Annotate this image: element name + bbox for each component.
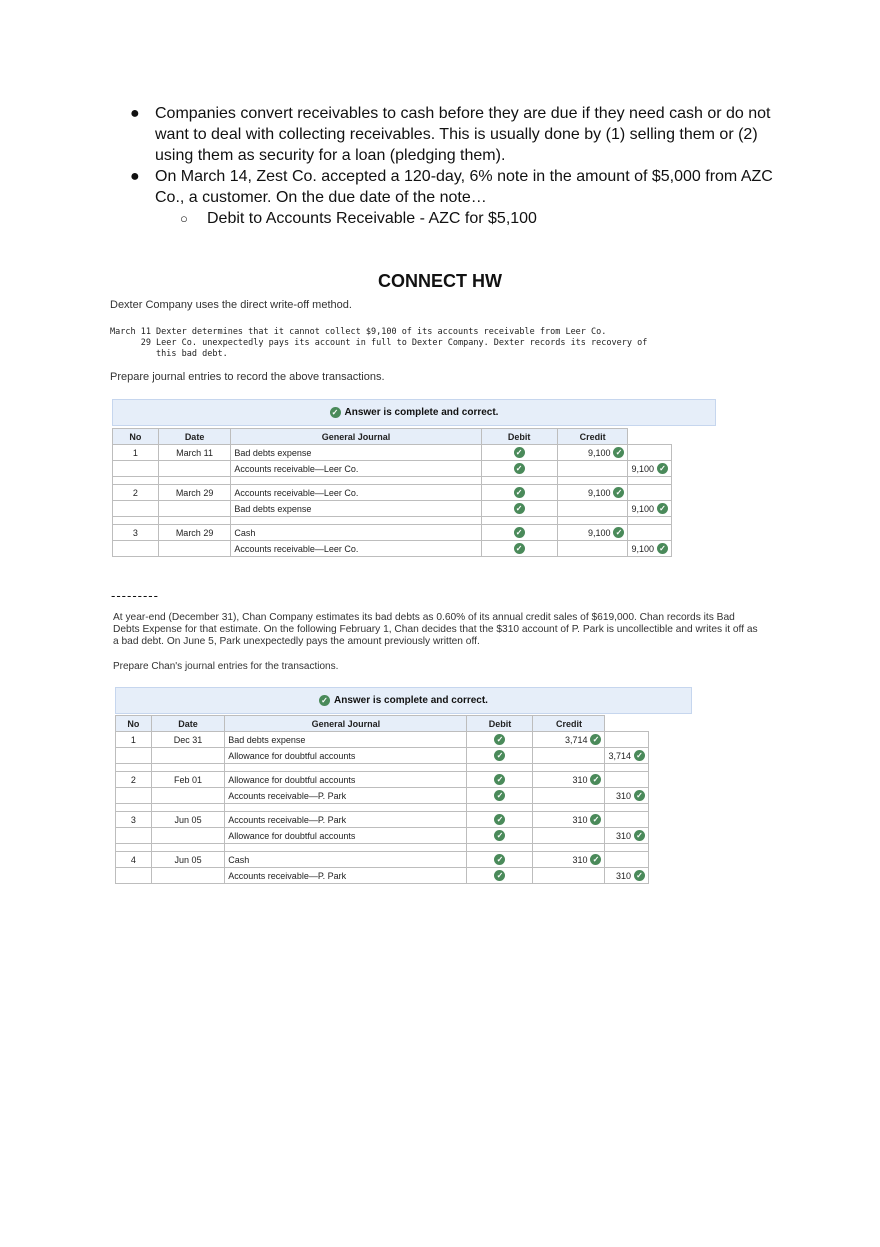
problem1-intro: Dexter Company uses the direct write-off method. xyxy=(110,299,352,311)
entry-date xyxy=(151,748,224,764)
column-header: Date xyxy=(151,716,224,732)
table-row xyxy=(116,852,649,868)
check-icon: ✓ xyxy=(590,774,601,785)
check-icon: ✓ xyxy=(319,695,330,706)
check-icon: ✓ xyxy=(514,503,525,514)
check-icon: ✓ xyxy=(613,487,624,498)
bullet-item: ● Companies convert receivables to cash before they are due if they need cash or do not want to deal with collecting receivables. This is usually done by (1) selling them or (2) using them as security for a loan (pledging them). xyxy=(130,105,771,164)
entry-date xyxy=(158,541,231,557)
check-icon: ✓ xyxy=(330,407,341,418)
credit-cell xyxy=(628,541,672,557)
column-header: Debit xyxy=(481,429,557,445)
check-icon: ✓ xyxy=(494,774,505,785)
account-name: Cash xyxy=(231,525,481,541)
table-row xyxy=(116,828,649,844)
check-icon: ✓ xyxy=(514,487,525,498)
debit-cell xyxy=(557,501,628,517)
account-status xyxy=(467,812,533,828)
table-row xyxy=(116,772,649,788)
problem1-details: March 11 Dexter determines that it cannot collect $9,100 of its accounts receivable from Leer Co. 29 Leer Co. unexpectedly pays its account in full to Dexter Company. Dexter records its recovery of this bad debt. xyxy=(110,327,648,359)
account-status xyxy=(467,788,533,804)
account-name: Allowance for doubtful accounts xyxy=(225,748,467,764)
check-icon: ✓ xyxy=(634,830,645,841)
credit-amount: 310 xyxy=(615,830,631,841)
entry-date xyxy=(151,788,224,804)
column-header: General Journal xyxy=(231,429,481,445)
debit-cell xyxy=(533,812,605,828)
table-row xyxy=(113,541,672,557)
credit-cell xyxy=(605,788,649,804)
check-icon: ✓ xyxy=(634,790,645,801)
bullet-item: ● On March 14, Zest Co. accepted a 120-day, 6% note in the amount of $5,000 from AZC Co., a customer. On the due date of the note… xyxy=(130,168,773,206)
spacer-row xyxy=(116,804,649,812)
account-status xyxy=(481,461,557,477)
check-icon: ✓ xyxy=(494,734,505,745)
problem2-instruction: Prepare Chan's journal entries for the transactions. xyxy=(113,661,339,672)
account-status xyxy=(481,501,557,517)
entry-number xyxy=(116,788,152,804)
entry-number: 1 xyxy=(113,445,159,461)
check-icon: ✓ xyxy=(613,527,624,538)
journal-table-2 xyxy=(115,715,649,884)
credit-cell xyxy=(605,868,649,884)
table-header-row xyxy=(116,716,649,732)
check-icon: ✓ xyxy=(514,543,525,554)
entry-date xyxy=(151,868,224,884)
entry-date: Jun 05 xyxy=(151,852,224,868)
entry-date: Jun 05 xyxy=(151,812,224,828)
account-status xyxy=(467,772,533,788)
check-icon: ✓ xyxy=(657,543,668,554)
check-icon: ✓ xyxy=(634,750,645,761)
debit-amount: 9,100 xyxy=(587,487,611,498)
credit-cell xyxy=(628,501,672,517)
entry-date: March 29 xyxy=(158,525,231,541)
account-name: Accounts receivable—P. Park xyxy=(225,812,467,828)
entry-number xyxy=(113,541,159,557)
column-header: Debit xyxy=(467,716,533,732)
column-header: No xyxy=(116,716,152,732)
credit-cell xyxy=(628,445,672,461)
debit-cell xyxy=(533,748,605,764)
credit-amount: 310 xyxy=(615,790,631,801)
column-header: Date xyxy=(158,429,231,445)
account-name: Bad debts expense xyxy=(231,445,481,461)
table-row xyxy=(116,788,649,804)
entry-number: 3 xyxy=(113,525,159,541)
check-icon: ✓ xyxy=(494,854,505,865)
debit-amount: 3,714 xyxy=(564,734,588,745)
credit-amount: 9,100 xyxy=(631,503,654,514)
answer-status-text: Answer is complete and correct. xyxy=(334,695,488,706)
table-header-row xyxy=(113,429,672,445)
journal-table-1 xyxy=(112,428,672,557)
account-status xyxy=(481,525,557,541)
table-row xyxy=(116,732,649,748)
entry-number: 1 xyxy=(116,732,152,748)
column-header: General Journal xyxy=(225,716,467,732)
check-icon: ✓ xyxy=(613,447,624,458)
debit-amount: 9,100 xyxy=(587,447,611,458)
spacer-row xyxy=(113,517,672,525)
credit-cell xyxy=(605,852,649,868)
check-icon: ✓ xyxy=(494,830,505,841)
debit-cell xyxy=(557,541,628,557)
credit-cell xyxy=(605,828,649,844)
debit-amount: 310 xyxy=(572,854,588,865)
account-name: Allowance for doubtful accounts xyxy=(225,772,467,788)
debit-cell xyxy=(533,852,605,868)
debit-amount: 310 xyxy=(572,814,588,825)
credit-cell xyxy=(605,812,649,828)
credit-amount: 9,100 xyxy=(631,463,654,474)
account-name: Accounts receivable—P. Park xyxy=(225,868,467,884)
entry-number: 4 xyxy=(116,852,152,868)
entry-date: March 29 xyxy=(158,485,231,501)
table-row xyxy=(113,501,672,517)
account-name: Accounts receivable—Leer Co. xyxy=(231,485,481,501)
check-icon: ✓ xyxy=(657,463,668,474)
debit-cell xyxy=(557,485,628,501)
check-icon: ✓ xyxy=(590,854,601,865)
table-row xyxy=(116,812,649,828)
credit-cell xyxy=(628,485,672,501)
debit-cell xyxy=(557,445,628,461)
account-status xyxy=(467,748,533,764)
entry-date xyxy=(158,461,231,477)
column-header: No xyxy=(113,429,159,445)
debit-amount: 9,100 xyxy=(587,527,611,538)
bullet-text: Companies convert receivables to cash before they are due if they need cash or do not want to deal with collecting receivables. This is usually done by (1) selling them or (2) using them as security for a loan (pledging them). xyxy=(155,105,771,164)
credit-cell xyxy=(628,461,672,477)
account-status xyxy=(467,852,533,868)
entry-date: March 11 xyxy=(158,445,231,461)
debit-cell xyxy=(557,461,628,477)
credit-cell xyxy=(605,732,649,748)
account-status xyxy=(467,828,533,844)
spacer-row xyxy=(113,477,672,485)
answer-status-bar xyxy=(112,399,716,426)
answer-status-text: Answer is complete and correct. xyxy=(344,407,499,418)
credit-amount: 310 xyxy=(615,870,631,881)
account-name: Allowance for doubtful accounts xyxy=(225,828,467,844)
entry-date xyxy=(158,501,231,517)
account-name: Accounts receivable—Leer Co. xyxy=(231,541,481,557)
account-name: Accounts receivable—P. Park xyxy=(225,788,467,804)
entry-number xyxy=(116,828,152,844)
credit-cell xyxy=(628,525,672,541)
debit-cell xyxy=(533,828,605,844)
account-status xyxy=(467,732,533,748)
entry-number: 3 xyxy=(116,812,152,828)
debit-cell xyxy=(533,868,605,884)
entry-date xyxy=(151,828,224,844)
entry-number: 2 xyxy=(116,772,152,788)
account-status xyxy=(467,868,533,884)
table-row xyxy=(116,868,649,884)
entry-number: 2 xyxy=(113,485,159,501)
check-icon: ✓ xyxy=(494,870,505,881)
debit-amount: 310 xyxy=(572,774,588,785)
spacer-row xyxy=(116,844,649,852)
bullet-text: On March 14, Zest Co. accepted a 120-day, 6% note in the amount of $5,000 from AZC Co., a customer. On the due date of the note… xyxy=(155,168,773,206)
debit-cell xyxy=(533,732,605,748)
notes-bullets xyxy=(130,103,780,229)
account-name: Bad debts expense xyxy=(225,732,467,748)
credit-amount: 3,714 xyxy=(608,750,631,761)
entry-number xyxy=(116,748,152,764)
problem2-paragraph: At year-end (December 31), Chan Company estimates its bad debts as 0.60% of its annual credit sales of $619,000. Chan records its Bad Debts Expense for that estimate. On the following February 1, Chan decides that the $310 account of P. Park is uncollectible and writes it off as a bad debt. On June 5, Park unexpectedly pays the amount previously written off. xyxy=(113,612,758,647)
credit-amount: 9,100 xyxy=(631,543,654,554)
check-icon: ✓ xyxy=(590,734,601,745)
credit-cell xyxy=(605,748,649,764)
table-row xyxy=(113,525,672,541)
column-header: Credit xyxy=(533,716,605,732)
entry-number xyxy=(113,461,159,477)
answer-status-bar xyxy=(115,687,692,714)
debit-cell xyxy=(533,772,605,788)
check-icon: ✓ xyxy=(514,463,525,474)
debit-cell xyxy=(533,788,605,804)
entry-date: Dec 31 xyxy=(151,732,224,748)
entry-date: Feb 01 xyxy=(151,772,224,788)
column-header: Credit xyxy=(557,429,628,445)
section-heading: CONNECT HW xyxy=(378,271,502,291)
sub-bullet-item: ○ Debit to Accounts Receivable - AZC for $5,100 xyxy=(180,210,537,227)
account-name: Cash xyxy=(225,852,467,868)
check-icon: ✓ xyxy=(657,503,668,514)
check-icon: ✓ xyxy=(494,750,505,761)
check-icon: ✓ xyxy=(514,527,525,538)
check-icon: ✓ xyxy=(590,814,601,825)
table-row xyxy=(113,485,672,501)
sub-bullet-text: Debit to Accounts Receivable - AZC for $5,100 xyxy=(207,210,537,227)
account-status xyxy=(481,485,557,501)
account-name: Bad debts expense xyxy=(231,501,481,517)
table-row xyxy=(113,461,672,477)
check-icon: ✓ xyxy=(634,870,645,881)
debit-cell xyxy=(557,525,628,541)
separator: --------- xyxy=(111,588,159,603)
account-status xyxy=(481,445,557,461)
table-row xyxy=(116,748,649,764)
entry-number xyxy=(116,868,152,884)
entry-number xyxy=(113,501,159,517)
account-name: Accounts receivable—Leer Co. xyxy=(231,461,481,477)
check-icon: ✓ xyxy=(494,790,505,801)
account-status xyxy=(481,541,557,557)
check-icon: ✓ xyxy=(494,814,505,825)
check-icon: ✓ xyxy=(514,447,525,458)
problem1-instruction: Prepare journal entries to record the above transactions. xyxy=(110,371,385,383)
credit-cell xyxy=(605,772,649,788)
spacer-row xyxy=(116,764,649,772)
table-row xyxy=(113,445,672,461)
